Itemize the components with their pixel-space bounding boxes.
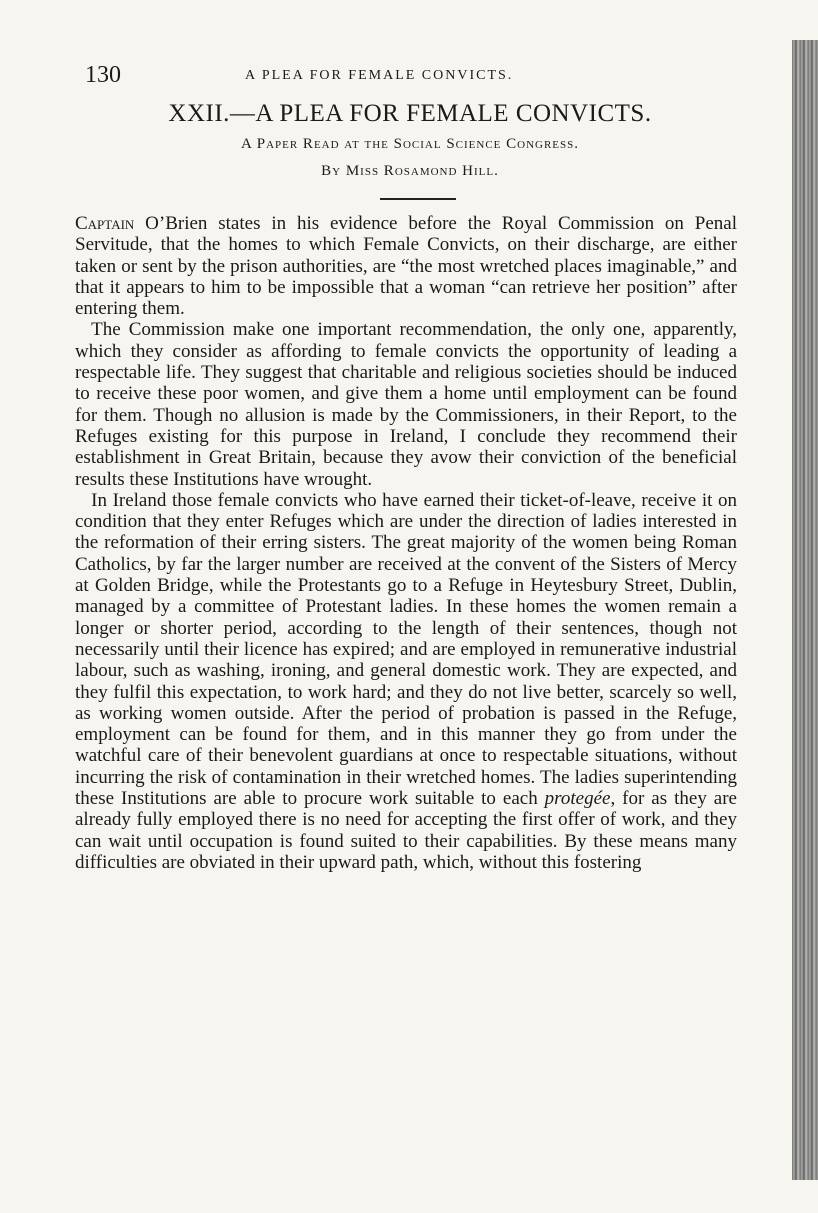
author-byline: By Miss Rosamond Hill. <box>321 163 499 179</box>
opening-word: Captain <box>75 213 135 234</box>
title-divider <box>380 198 456 200</box>
paragraph-3 <box>75 490 737 873</box>
chapter-subtitle: A Paper Read at the Social Science Congress. <box>240 136 580 152</box>
paragraph-1-text: O’Brien states in his evidence before the Royal Commission on Penal Servitude, that the homes to which Female Convicts, on their discharge, are either taken or sent by the prison authorities, are “the most wretched places imaginable,” and that it appears to him to be impossible that a woman “can retrieve her position” after entering them. <box>75 213 737 320</box>
paragraph-3-end: , for as they are already fully employed there is no need for accepting the first offer of work, and they can wait until occupation is found suited to their capabilities. By these means many difficulties are obviated in their upward path, which, without this fostering <box>75 788 737 873</box>
chapter-title: XXII.—A PLEA FOR FEMALE CONVICTS. <box>168 100 652 127</box>
page-binding-edge <box>792 40 818 1180</box>
paragraph-2: The Commission make one important recommendation, the only one, apparently, which they consider as affording to female convicts the opportunity of leading a respectable life. They suggest that charitable and religious societies should be induced to receive these poor women, and give them a home until employment can be found for them. Though no allusion is made by the Commissioners, in their Report, to the Refuges existing for this purpose in Ireland, I conclude they recommend their establishment in Great Britain, because they avow their conviction of the beneficial results these Institutions have wrought. <box>75 319 737 490</box>
italic-term: protegée <box>544 788 611 810</box>
running-title: A PLEA FOR FEMALE CONVICTS. <box>245 68 514 83</box>
page-number: 130 <box>85 62 121 88</box>
article-body <box>75 213 737 873</box>
paragraph-1 <box>75 213 737 319</box>
running-head <box>85 62 735 86</box>
paragraph-3-text: In Ireland those female convicts who have earned their ticket-of-leave, receive it on condition that they enter Refuges which are under the direction of ladies interested in the reformation of their erring sisters. The great majority of the women being Roman Catholics, by far the larger number are received at the convent of the Sisters of Mercy at Golden Bridge, while the Protestants go to a Refuge in Heytesbury Street, Dublin, managed by a committee of Protestant ladies. In these homes the women remain a longer or shorter period, according to the length of their sentences, though not necessarily until their licence has expired; and are employed in remunerative industrial labour, such as washing, ironing, and general domestic work. They are expected, and they fulfil this expectation, to work hard; and they do not live better, scarcely so well, as working women outside. After the period of probation is passed in the Refuge, employment can be found for them, and in this manner they go from under the watchful care of their benevolent guardians at once to respectable situations, without incurring the risk of contamination in their wretched homes. The ladies superintending these Institutions are able to procure work suitable to each <box>75 489 737 810</box>
